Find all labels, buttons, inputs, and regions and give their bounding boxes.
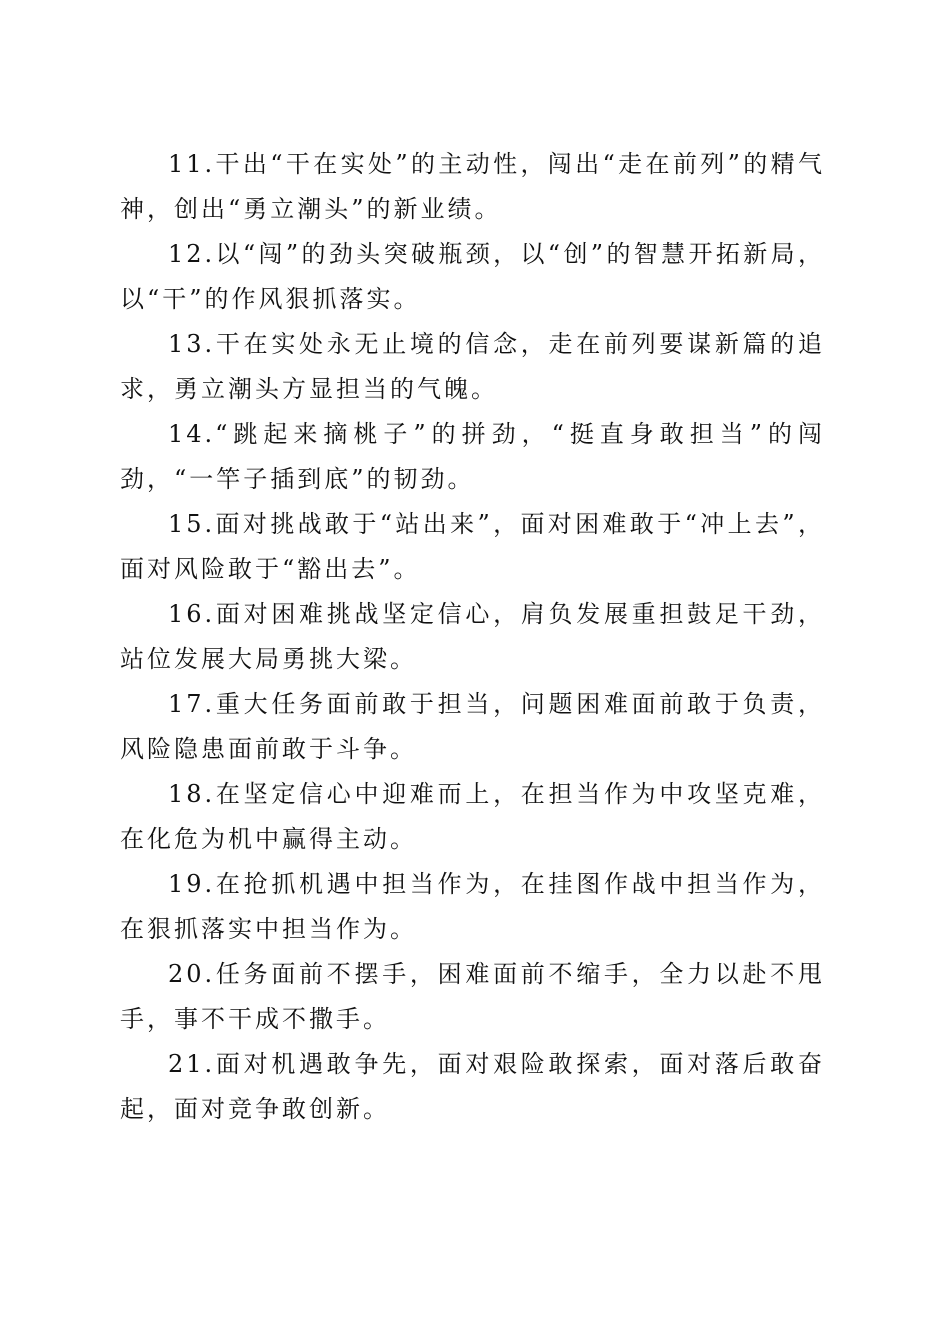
- paragraph-16: 16.面对困难挑战坚定信心，肩负发展重担鼓足干劲，站位发展大局勇挑大梁。: [120, 600, 825, 673]
- paragraph-21: 21.面对机遇敢争先，面对艰险敢探索，面对落后敢奋起，面对竞争敢创新。: [120, 1050, 825, 1123]
- paragraph-12: 12.以“闯”的劲头突破瓶颈，以“创”的智慧开拓新局，以“干”的作风狠抓落实。: [120, 240, 825, 313]
- paragraph-13: 13.干在实处永无止境的信念，走在前列要谋新篇的追求，勇立潮头方显担当的气魄。: [120, 330, 825, 403]
- paragraph-14: 14.“跳起来摘桃子”的拼劲，“挺直身敢担当”的闯劲，“一竿子插到底”的韧劲。: [120, 420, 825, 493]
- paragraph-15: 15.面对挑战敢于“站出来”，面对困难敢于“冲上去”，面对风险敢于“豁出去”。: [120, 510, 825, 583]
- paragraph-19: 19.在抢抓机遇中担当作为，在挂图作战中担当作为，在狠抓落实中担当作为。: [120, 870, 825, 943]
- paragraph-18: 18.在坚定信心中迎难而上，在担当作为中攻坚克难，在化危为机中赢得主动。: [120, 780, 825, 853]
- paragraph-17: 17.重大任务面前敢于担当，问题困难面前敢于负责，风险隐患面前敢于斗争。: [120, 690, 825, 763]
- document-body: [120, 142, 825, 1132]
- paragraph-11: 11.干出“干在实处”的主动性，闯出“走在前列”的精气神，创出“勇立潮头”的新业绩。: [120, 150, 825, 223]
- paragraph-20: 20.任务面前不摆手，困难面前不缩手，全力以赴不甩手，事不干成不撒手。: [120, 960, 825, 1033]
